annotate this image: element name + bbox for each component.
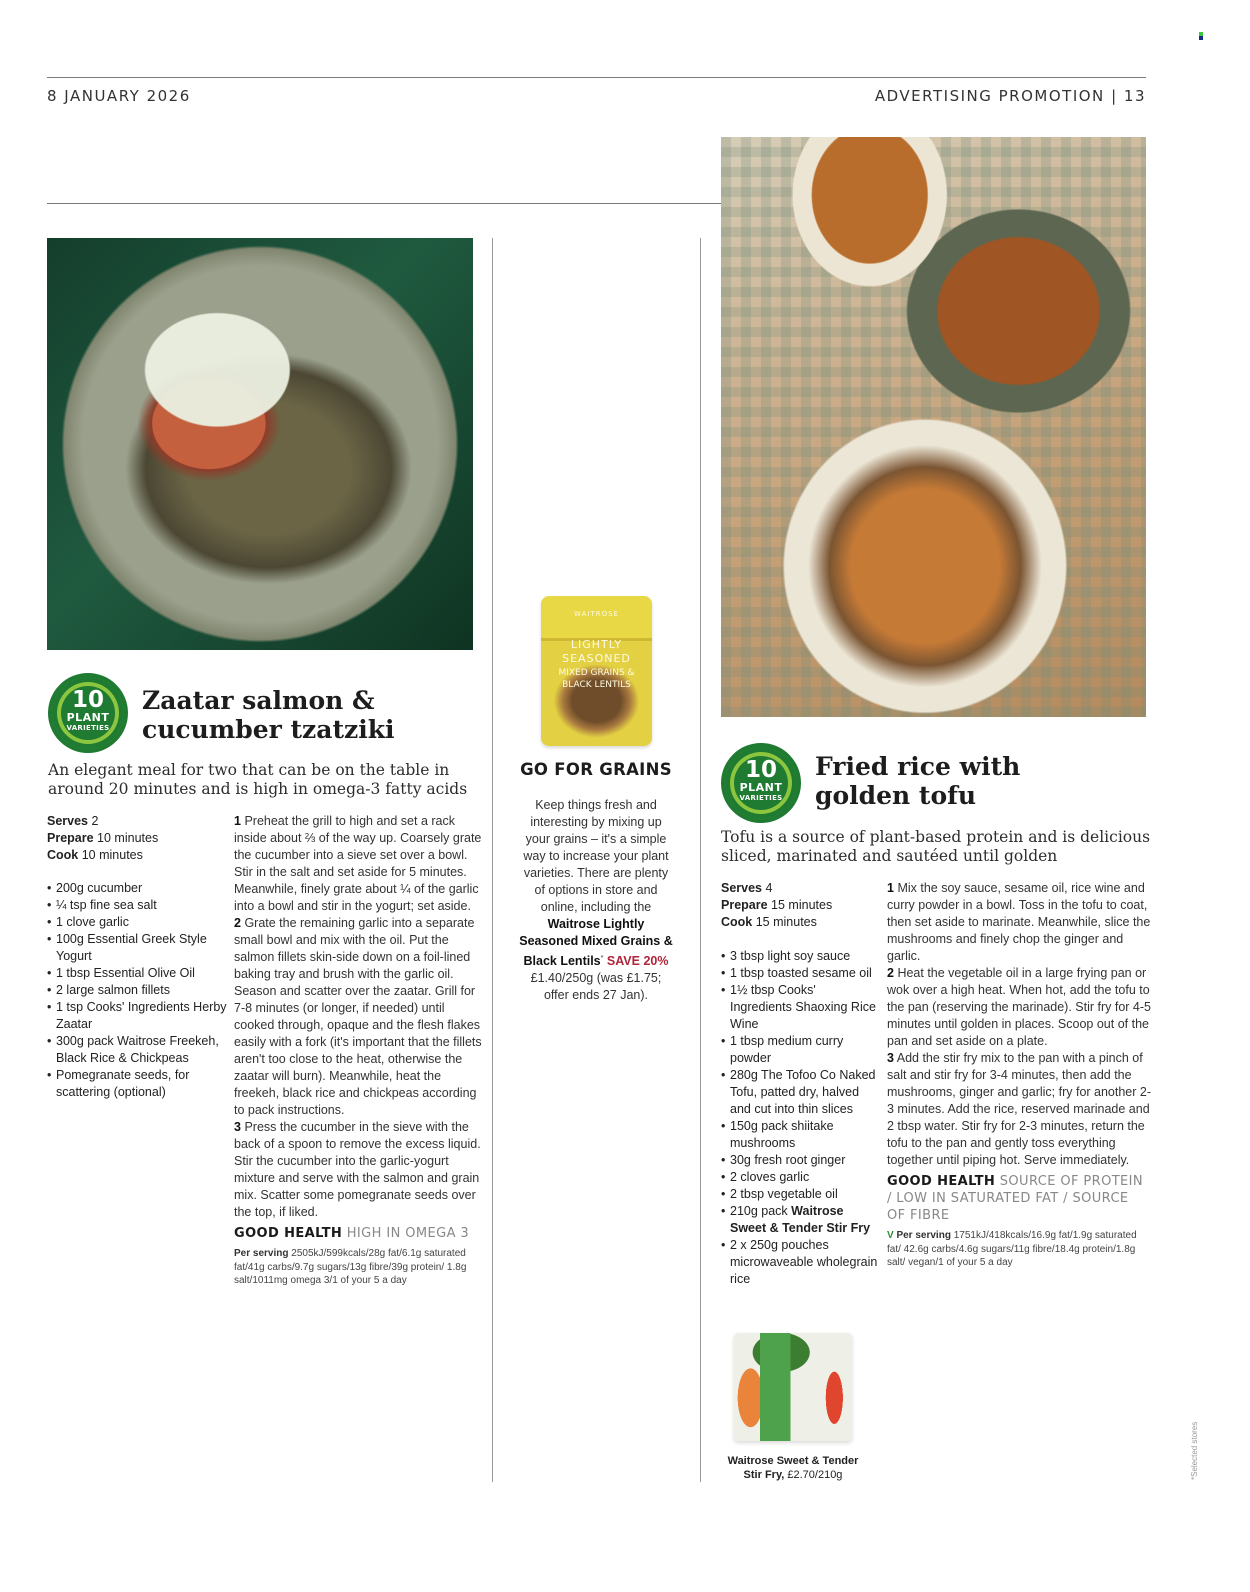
method-step: 1 Mix the soy sauce, sesame oil, rice wine and curry powder in a bowl. Toss in the tofu to coat, then set aside to marinate. Meanwhile, slice the mushrooms and finely chop the ginger and garlic. (887, 881, 1151, 963)
section-divider-rule (47, 203, 721, 204)
method-step: 3 Press the cucumber in the sieve with the back of a spoon to remove the excess liquid. Stir the cucumber into the garlic-yogurt mixture and serve with the salmon and grain mix. Scatter some pomegranate seeds over the top, if liked. (234, 1120, 481, 1219)
per-serving-nutrition: V Per serving 1751kJ/418kcals/16.9g fat/1.9g saturated fat/ 42.6g carbs/4.6g sugars/11g fibre/18.4g protein/1.8g salt/ vegan/1 of your 5 a day (887, 1230, 1137, 1268)
grains-body: Keep things fresh and interesting by mixing up your grains – it's a simple way to increase your plant varieties. There are plenty of options in store and online, including the Waitrose Lightly Seasoned Mixed Grains & Black Lentils* SAVE 20% £1.40/250g (was £1.75; offer ends 27 Jan). (519, 798, 673, 1003)
prepare-value: 15 minutes (771, 898, 833, 912)
prepare-value: 10 minutes (97, 831, 159, 845)
per-serving-nutrition: Per serving 2505kJ/599kcals/28g fat/6.1g saturated fat/41g carbs/9.7g sugars/13g fibre/39g protein/ 1.8g salt/1011mg omega 3/1 of your 5 a day (234, 1248, 467, 1286)
grains-was-price: (was £1.75; offer ends 27 Jan). (543, 971, 662, 1003)
salmon-recipe-photo (47, 238, 473, 650)
ingredient: • 150g pack shiitake mushrooms (721, 1118, 881, 1152)
ingredient: • 2 cloves garlic (721, 1169, 881, 1186)
ingredient: • 1 tsp Cooks' Ingredients Herby Zaatar (47, 999, 227, 1033)
method-step: 2 Grate the remaining garlic into a separate small bowl and mix with the oil. Put the salmon fillets skin-side down on a foil-lined baking tray and brush with the garlic oil. Season and scatter over the zaatar. Grill for 7-8 minutes (or longer, if needed) until cooked through, opaque and the flesh flakes easily with a fork (it's important that the fillets aren't too close to the heat, otherwise the zaatar will burn). Meanwhile, heat the freekeh, black rice and chickpeas according to pack instructions. (234, 916, 482, 1117)
ingredient: • 2 x 250g pouches microwaveable wholegrain rice (721, 1237, 881, 1288)
save-badge: SAVE 20% (606, 954, 669, 969)
recipe1-ingredients (47, 880, 227, 1101)
recipe1-title: Zaatar salmon & cucumber tzatziki (142, 686, 395, 744)
ingredient: • 2 large salmon fillets (47, 982, 227, 999)
ingredient: • 1½ tbsp Cooks' Ingredients Shaoxing Rice Wine (721, 982, 881, 1033)
ingredient: • 2 tbsp vegetable oil (721, 1186, 881, 1203)
ingredient: • 300g pack Waitrose Freekeh, Black Rice & Chickpeas (47, 1033, 227, 1067)
badge-number: 10 (71, 687, 104, 713)
recipe2-intro: Tofu is a source of plant-based protein and is delicious sliced, marinated and sautéed until golden (721, 828, 1151, 865)
plant-varieties-badge (48, 673, 128, 753)
ingredient: • 100g Essential Greek Style Yogurt (47, 931, 227, 965)
recipe1-meta: Serves 2 Prepare 10 minutes Cook 10 minutes (47, 814, 159, 862)
recipe2-title: Fried rice with golden tofu (815, 752, 1021, 810)
recipe1-intro: An elegant meal for two that can be on the table in around 20 minutes and is high in omega-3 fatty acids (48, 761, 468, 798)
page-number: 13 (1123, 87, 1146, 105)
recipe1-method (234, 813, 484, 1288)
ingredient: • 1 tbsp toasted sesame oil (721, 965, 881, 982)
go-for-grains-heading: GO FOR GRAINS (520, 760, 672, 779)
section-label: ADVERTISING PROMOTION (874, 87, 1105, 105)
column-divider-2 (700, 238, 701, 1482)
ingredient: • ¼ tsp fine sea salt (47, 897, 227, 914)
badge-line1: PLANT (739, 781, 783, 794)
grains-product-name: Waitrose Lightly Seasoned Mixed Grains & Black Lentils (519, 917, 673, 969)
ingredient: • 280g The Tofoo Co Naked Tofu, patted dry, halved and cut into thin slices (721, 1067, 881, 1118)
good-health-line: GOOD HEALTH HIGH IN OMEGA 3 (234, 1226, 470, 1241)
ingredient: • 1 tbsp Essential Olive Oil (47, 965, 227, 982)
ingredient: • 1 tbsp medium curry powder (721, 1033, 881, 1067)
ingredient: • 210g pack Waitrose Sweet & Tender Stir Fry (721, 1203, 881, 1237)
sweet-tender-stir-fry-pack-image (734, 1333, 852, 1441)
ingredient: • 1 clove garlic (47, 914, 227, 931)
page-header-right (875, 87, 1146, 105)
method-step: 2 Heat the vegetable oil in a large frying pan or wok over a high heat. When hot, add the tofu to the pan (reserving the marinade). Stir fry for 4-5 minutes until golden in places. Scoop out of the pan and set aside on a plate. (887, 966, 1152, 1048)
column-divider-1 (492, 238, 493, 1482)
stir-fry-caption: Waitrose Sweet & Tender Stir Fry, £2.70/210g (727, 1455, 859, 1481)
badge-line1: PLANT (66, 711, 110, 724)
plant-varieties-badge (721, 743, 801, 823)
header-separator: | (1111, 87, 1118, 105)
good-health-line: GOOD HEALTH SOURCE OF PROTEIN / LOW IN SATURATED FAT / SOURCE OF FIBRE (887, 1174, 1144, 1223)
method-step: 3 Add the stir fry mix to the pan with a pinch of salt and stir fry for 3-4 minutes, then add the mushrooms, ginger and garlic; fry for another 2-3 minutes. Add the rice, reserved marinade and 2 tbsp water. Stir fry for 2-3 minutes, return the tofu to the pan and gently toss everything together until piping hot. Serve immediately. (887, 1051, 1152, 1167)
recipe2-meta: Serves 4 Prepare 15 minutes Cook 15 minutes (721, 881, 833, 929)
cook-value: 15 minutes (755, 915, 817, 929)
mixed-grains-pack-image: WAITROSE LIGHTLY SEASONED MIXED GRAINS & BLACK LENTILS (541, 596, 652, 746)
cook-value: 10 minutes (81, 848, 143, 862)
ingredient: • Pomegranate seeds, for scattering (optional) (47, 1067, 227, 1101)
header-top-rule (47, 77, 1146, 78)
ingredient: • 3 tbsp light soy sauce (721, 948, 881, 965)
recipe2-ingredients (721, 948, 881, 1288)
badge-line2: VARIETIES (66, 724, 110, 732)
vegan-mark: V (887, 1230, 894, 1241)
issue-date: 8 JANUARY 2026 (47, 87, 191, 105)
ingredient: • 200g cucumber (47, 880, 227, 897)
method-step: 1 Preheat the grill to high and set a rack inside about ⅔ of the way up. Coarsely grate the cucumber into a sieve set over a bowl. Stir in the salt and set aside for 5 minutes. Meanwhile, finely grate about ¼ of the garlic into a bowl and stir in the yogurt; set aside. (234, 814, 482, 913)
corner-mark (1199, 32, 1203, 40)
fried-rice-tofu-photo (721, 137, 1146, 717)
ingredient: • 30g fresh root ginger (721, 1152, 881, 1169)
selected-stores-footnote: *Selected stores (1190, 1421, 1199, 1480)
recipe2-method (887, 880, 1151, 1270)
badge-line2: VARIETIES (739, 794, 783, 802)
grains-price: £1.40/250g (530, 971, 594, 986)
serves-value: 2 (91, 814, 99, 828)
badge-number: 10 (744, 757, 777, 783)
serves-value: 4 (765, 881, 773, 895)
